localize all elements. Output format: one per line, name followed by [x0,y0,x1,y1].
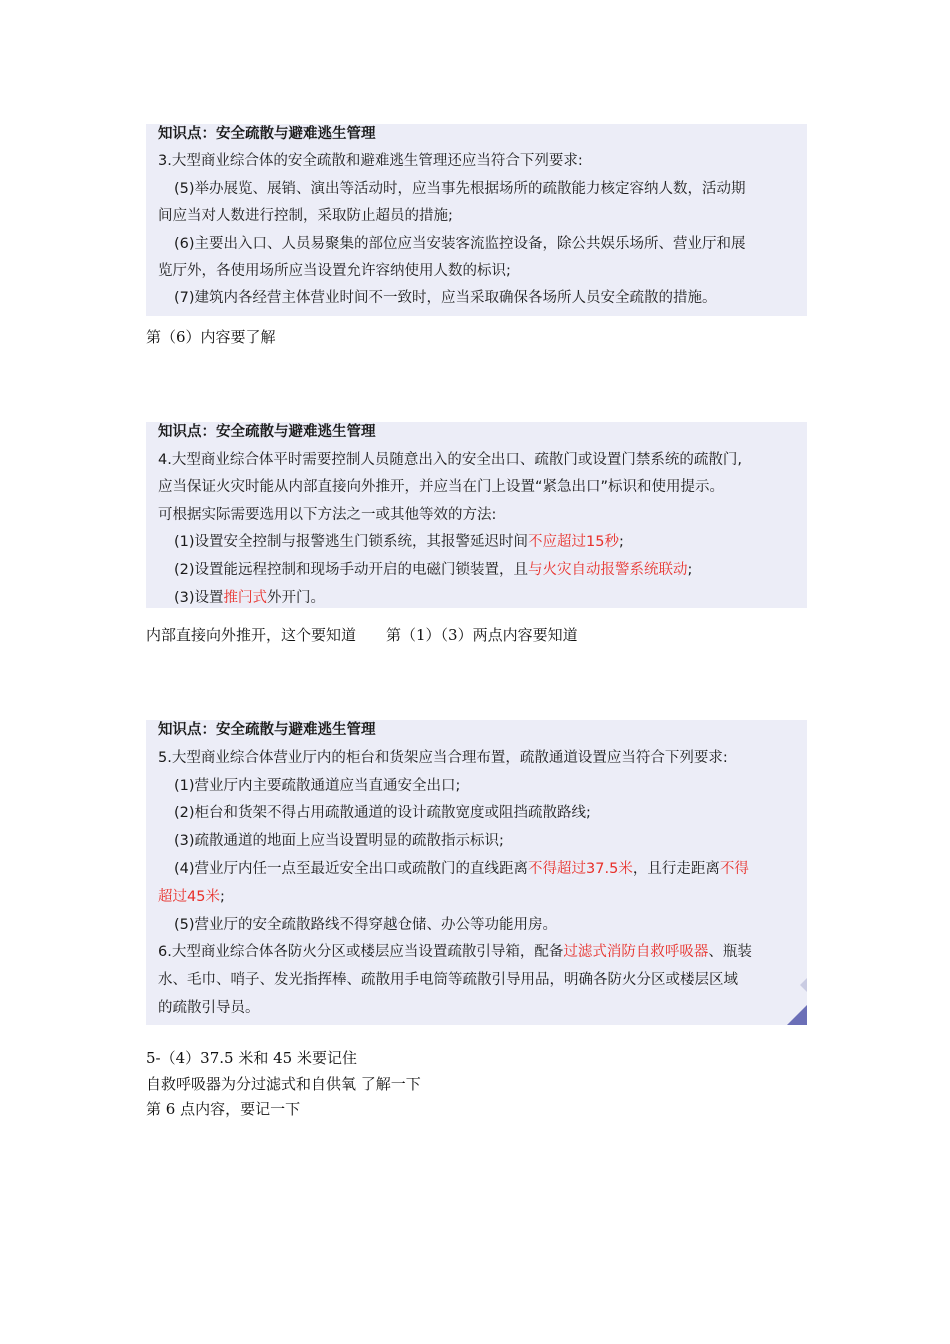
item-6-line-1 [158,939,795,967]
item-6-line-1: (6)主要出入口、人员易聚集的部位应当安装客流监控设备，除公共娱乐场所、营业厅和展 [174,235,746,252]
note-3-line-1: 5-（4）37.5 米和 45 米要记住 [146,1049,357,1067]
item-4-highlight-3: 超过45米 [158,888,220,905]
item-3-text: (3)设置 [174,589,224,606]
knowledge-card-5 [146,720,807,1025]
item-3-highlight: 推闩式 [223,589,268,606]
item-2-end: ; [687,561,693,578]
item-4-highlight-2: 不得 [719,860,749,877]
item-4-line-2 [158,884,795,912]
item-3: (3)疏散通道的地面上应当设置明显的疏散指示标识; [174,833,504,850]
item-1: (1)营业厅内主要疏散通道应当直通安全出口; [174,777,461,794]
item-2-text: (2)设置能远程控制和现场手动开启的电磁门锁装置，且 [174,561,529,578]
item-1-text: (1)设置安全控制与报警逃生门锁系统，其报警延迟时间 [174,534,529,551]
item-6-highlight: 过滤式消防自救呼吸器 [563,944,709,961]
card-title: 知识点：安全疏散与避难逃生管理 [158,126,376,142]
item-1-end: ; [619,534,624,551]
scroll-arrow-icon [800,978,807,992]
note-1: 第（6）内容要了解 [146,328,276,346]
item-7: (7)建筑内各经营主体营业时间不一致时，应当采取确保各场所人员安全疏散的措施。 [174,290,717,307]
item-2-highlight: 与火灾自动报警系统联动 [528,561,688,578]
card-intro-line-1: 4.大型商业综合体平时需要控制人员随意出入的安全出口、疏散门或设置门禁系统的疏散门, [158,451,742,468]
card-intro-line-2: 应当保证火灾时能从内部直接向外推开，并应当在门上设置“紧急出口”标识和使用提示。 [158,479,725,496]
item-6-line-3: 的疏散引导员。 [158,999,260,1016]
card-intro: 3.大型商业综合体的安全疏散和避难逃生管理还应当符合下列要求: [158,153,583,170]
item-5-line-1: (5)举办展览、展销、演出等活动时，应当事先根据场所的疏散能力核定容纳人数，活动期 [174,180,746,197]
item-2 [158,557,795,585]
item-6-line-2: 水、毛巾、哨子、发光指挥棒、疏散用手电筒等疏散引导用品，明确各防火分区或楼层区域 [158,972,738,989]
item-4-line-1 [158,856,795,884]
item-6-text: 6.大型商业综合体各防火分区或楼层应当设置疏散引导箱，配备 [158,944,564,961]
note-3-line-3: 第 6 点内容，要记一下 [146,1100,301,1118]
card-intro-line-3: 可根据实际需要选用以下方法之一或其他等效的方法: [158,506,497,523]
item-1-highlight: 不应超过15秒 [528,534,619,551]
item-2: (2)柜台和货架不得占用疏散通道的设计疏散宽度或阻挡疏散路线; [174,805,591,822]
item-1 [158,529,795,557]
item-4-mid: ，且行走距离 [632,860,720,877]
knowledge-card-4 [146,422,807,608]
item-5: (5)营业厅的安全疏散路线不得穿越仓储、办公等功能用房。 [174,916,558,933]
item-4-end: ; [219,888,225,905]
corner-fold-icon [787,1005,807,1025]
card-intro: 5.大型商业综合体营业厅内的柜台和货架应当合理布置，疏散通道设置应当符合下列要求: [158,749,728,766]
item-3-end: 外开门。 [267,589,326,606]
item-6-line-2: 览厅外，各使用场所应当设置允许容纳使用人数的标识; [158,262,511,279]
note-2: 内部直接向外推开，这个要知道 第（1）（3）两点内容要知道 [146,626,578,644]
item-4-highlight-1: 不得超过37.5米 [528,860,633,877]
item-3 [158,585,795,608]
item-4-text: (4)营业厅内任一点至最近安全出口或疏散门的直线距离 [174,860,529,877]
item-5-line-2: 间应当对人数进行控制，采取防止超员的措施; [158,208,453,225]
card-title: 知识点：安全疏散与避难逃生管理 [158,722,376,738]
note-3-line-2: 自救呼吸器为分过滤式和自供氧 了解一下 [146,1075,421,1093]
card-title: 知识点：安全疏散与避难逃生管理 [158,424,376,440]
knowledge-card-3 [146,124,807,316]
item-6-end: 、瓶装 [708,944,752,961]
